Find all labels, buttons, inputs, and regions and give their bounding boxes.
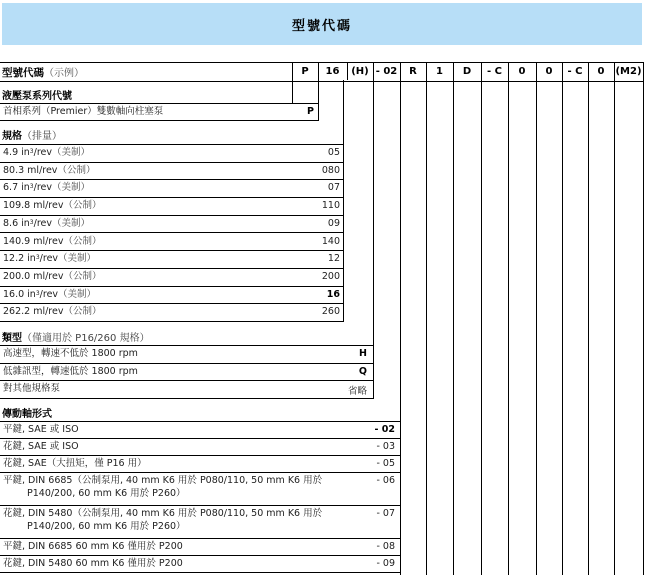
column-divider <box>347 62 348 80</box>
model-code-header <box>0 62 643 82</box>
displacement-code: 09 <box>327 217 340 229</box>
unit-exponent: 3 <box>35 254 40 262</box>
type-title-text: 類型 <box>2 333 22 344</box>
type-title <box>2 329 150 344</box>
series-title <box>2 87 72 102</box>
displacement-code: 260 <box>321 306 340 318</box>
displacement-value: 16.0 in <box>3 288 36 300</box>
row-divider <box>0 197 343 198</box>
displacement-note: （美制） <box>52 182 91 194</box>
displacement-label <box>3 199 102 212</box>
displacement-note: （公制） <box>63 200 102 212</box>
displacement-note: （公制） <box>63 306 102 318</box>
shaft-code: - 07 <box>376 508 395 519</box>
column-divider <box>426 62 427 80</box>
column-divider <box>562 62 563 80</box>
series-title-text: 液壓泵系列代號 <box>2 91 72 102</box>
displacement-title <box>2 127 62 142</box>
displacement-value: 80.3 ml/rev <box>3 164 58 176</box>
displacement-title-text: 規格 <box>2 131 22 142</box>
model-code-label <box>2 64 84 80</box>
model-code-label-text: 型號代碼 <box>2 67 44 79</box>
row-divider <box>0 572 400 573</box>
shaft-label-line1: 花鍵, DIN 5480（公制泵用, 40 mm K6 用於 P080/110, 50 mm K6 用於 <box>3 508 323 519</box>
column-divider <box>318 62 319 80</box>
code-cell-4: - 02 <box>375 66 398 77</box>
type-code: 省略 <box>347 386 367 397</box>
displacement-value: 8.6 in <box>3 217 30 229</box>
shaft-label-line1: 花鍵, SAE（大扭矩，僅 P16 用） <box>3 458 147 469</box>
row-divider <box>0 421 400 422</box>
displacement-unit: /rev <box>39 253 59 265</box>
title-banner <box>2 3 642 45</box>
shaft-code: - 05 <box>376 458 395 469</box>
column-divider <box>292 80 293 103</box>
column-divider <box>373 80 374 399</box>
shaft-label-line1: 平鍵, DIN 6685（公制泵用, 40 mm K6 用於 P080/110, 50 mm K6 用於 <box>3 475 323 486</box>
displacement-code: 080 <box>321 164 340 176</box>
code-cell-7: D <box>462 66 472 77</box>
column-divider <box>562 80 563 575</box>
displacement-code: 12 <box>327 253 340 265</box>
column-divider <box>643 62 644 80</box>
displacement-note: （美制） <box>58 253 97 265</box>
displacement-note: （公制） <box>63 270 102 282</box>
type-title-note: （僅適用於 P16/260 規格） <box>22 333 150 344</box>
displacement-label <box>3 252 96 265</box>
row-divider <box>0 472 400 473</box>
column-divider <box>400 62 401 80</box>
column-divider <box>343 80 344 322</box>
type-label: 對其他規格泵 <box>3 383 61 394</box>
row-divider <box>0 303 343 304</box>
row-divider <box>0 455 400 456</box>
displacement-label <box>3 164 95 177</box>
shaft-code: - 03 <box>376 441 395 452</box>
displacement-note: （美制） <box>52 217 91 229</box>
shaft-label <box>3 557 183 570</box>
row-divider <box>0 321 343 322</box>
row-divider <box>0 555 400 556</box>
column-divider <box>508 80 509 575</box>
displacement-label <box>3 305 102 318</box>
row-divider <box>0 380 373 381</box>
displacement-label <box>3 288 96 301</box>
shaft-label <box>3 457 147 470</box>
column-divider <box>614 80 615 575</box>
row-divider <box>0 345 373 346</box>
column-divider <box>292 62 293 80</box>
displacement-title-note: （排量） <box>22 131 62 142</box>
displacement-label <box>3 270 102 283</box>
code-cell-9: 0 <box>518 66 526 77</box>
column-divider <box>400 80 401 575</box>
row-divider <box>0 103 318 104</box>
row-divider <box>0 232 343 233</box>
shaft-label-line2: P140/200, 60 mm K6 用於 P260） <box>27 488 186 499</box>
column-divider <box>588 62 589 80</box>
shaft-code: - 08 <box>376 541 395 552</box>
code-cell-12: 0 <box>597 66 605 77</box>
column-divider <box>453 62 454 80</box>
shaft-label <box>3 440 79 453</box>
code-cell-5: R <box>409 66 417 77</box>
shaft-title <box>2 405 52 420</box>
shaft-label <box>3 474 322 500</box>
code-cell-1: P <box>301 66 309 77</box>
column-divider <box>536 62 537 80</box>
column-divider <box>373 62 374 80</box>
shaft-label-line1: 平鍵, DIN 6685 60 mm K6 僅用於 P200 <box>3 541 183 552</box>
code-cell-2: 16 <box>325 66 340 77</box>
displacement-value: 200.0 ml/rev <box>3 270 64 282</box>
page-title: 型號代碼 <box>291 19 352 34</box>
shaft-label <box>3 540 183 553</box>
displacement-code: 16 <box>326 288 340 300</box>
displacement-note: （公制） <box>57 164 96 176</box>
type-label: 高速型，轉速不低於 1800 rpm <box>3 348 138 359</box>
displacement-label <box>3 146 90 159</box>
row-divider <box>0 268 343 269</box>
code-cell-10: 0 <box>545 66 553 77</box>
displacement-value: 109.8 ml/rev <box>3 200 64 212</box>
shaft-label-line1: 花鍵, SAE 或 ISO <box>3 441 79 452</box>
displacement-code: 140 <box>321 235 340 247</box>
unit-exponent: 3 <box>29 218 34 226</box>
column-divider <box>536 80 537 575</box>
row-divider <box>0 505 400 506</box>
displacement-unit: /rev <box>33 147 52 158</box>
displacement-note: （美制） <box>52 147 91 158</box>
row-divider <box>0 120 318 121</box>
displacement-unit: /rev <box>39 288 59 300</box>
displacement-value: 262.2 ml/rev <box>3 306 64 318</box>
row-divider <box>0 438 400 439</box>
column-divider <box>588 80 589 575</box>
row-divider <box>0 538 400 539</box>
code-cell-6: 1 <box>436 66 443 77</box>
model-code-label-note: （示例） <box>44 68 84 79</box>
code-cell-13: (M2) <box>615 66 642 77</box>
row-divider <box>0 144 343 145</box>
column-divider <box>426 80 427 575</box>
unit-exponent: 3 <box>29 148 34 155</box>
displacement-label <box>3 217 90 230</box>
shaft-code: - 09 <box>376 558 395 569</box>
displacement-code: 07 <box>327 182 340 194</box>
shaft-label <box>3 423 79 436</box>
shaft-label-line1: 平鍵, SAE 或 ISO <box>3 424 79 435</box>
shaft-label-line2: P140/200, 60 mm K6 用於 P260） <box>27 521 186 532</box>
code-cell-11: - C <box>567 66 583 77</box>
row-divider <box>0 179 343 180</box>
displacement-code: 110 <box>321 200 340 212</box>
column-divider <box>508 62 509 80</box>
displacement-unit: /rev <box>33 217 52 229</box>
type-code: H <box>359 348 367 359</box>
type-label: 低雜訊型，轉速低於 1800 rpm <box>3 365 138 377</box>
displacement-value: 6.7 in <box>3 182 30 194</box>
column-divider <box>481 80 482 575</box>
series-label: 首相系列（Premier）雙數軸向柱塞泵 <box>3 106 164 117</box>
code-cell-8: - C <box>487 66 502 77</box>
displacement-label <box>3 181 90 194</box>
shaft-title-text: 傳動軸形式 <box>2 409 52 420</box>
displacement-value: 4.9 in <box>3 147 30 158</box>
series-code: P <box>307 106 314 117</box>
column-divider <box>643 80 644 575</box>
row-divider <box>0 398 373 399</box>
unit-exponent: 3 <box>29 183 34 191</box>
displacement-note: （美制） <box>58 288 97 300</box>
shaft-label <box>3 507 322 533</box>
row-divider <box>0 250 343 251</box>
displacement-code: 05 <box>327 147 340 158</box>
code-cell-3: (H) <box>351 66 369 77</box>
displacement-value: 140.9 ml/rev <box>3 235 64 247</box>
shaft-code: - 02 <box>374 424 395 435</box>
displacement-label <box>3 235 102 248</box>
shaft-label-line1: 花鍵, DIN 5480 60 mm K6 僅用於 P200 <box>3 558 183 569</box>
displacement-note: （公制） <box>63 235 102 247</box>
displacement-value: 12.2 in <box>3 253 36 265</box>
column-divider <box>614 62 615 80</box>
unit-exponent: 3 <box>35 289 40 297</box>
shaft-code: - 06 <box>376 475 395 486</box>
type-code: Q <box>358 365 367 377</box>
displacement-code: 200 <box>321 270 340 282</box>
displacement-unit: /rev <box>33 182 52 194</box>
column-divider <box>481 62 482 80</box>
column-divider <box>318 80 319 121</box>
column-divider <box>453 80 454 575</box>
